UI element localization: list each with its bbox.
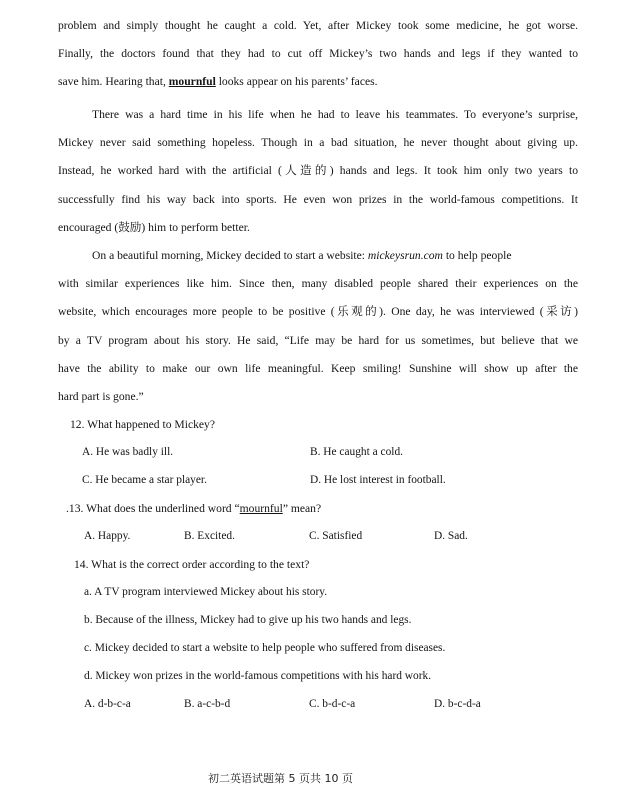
passage-text: looks appear on his parents’ faces. <box>215 75 378 89</box>
question-13-stem <box>66 502 321 515</box>
q13-option-c: C. Satisfied <box>309 530 363 542</box>
passage-line: successfully find his way back into sports. He even won prizes in the world-famous competitions. It <box>58 192 578 206</box>
passage-line: by a TV program about his story. He said, “Life may be hard for us sometimes, but believe that we <box>58 333 578 347</box>
passage-line: Instead, he worked hard with the artificial (人造的) hands and legs. It took him only two years to <box>58 164 578 178</box>
passage-text: On a beautiful morning, Mickey decided to start a website: <box>92 249 368 262</box>
question-text: .13. What does the underlined word “ <box>66 502 240 515</box>
q12-option-b: B. He caught a cold. <box>310 446 403 458</box>
passage-line: Finally, the doctors found that they had to cut off Mickey’s two hands and legs if they wanted to <box>58 47 578 61</box>
q14-event-d: d. Mickey won prizes in the world-famous competitions with his hard work. <box>84 670 432 682</box>
q13-option-b: B. Excited. <box>184 530 235 542</box>
q14-event-a: a. A TV program interviewed Mickey about his story. <box>84 586 328 598</box>
passage-text: save him. Hearing that, <box>58 75 169 89</box>
passage-paragraph-2 <box>58 101 578 242</box>
passage-line: problem and simply thought he caught a cold. Yet, after Mickey took some medicine, he got worse. <box>58 19 578 32</box>
passage-line: Mickey never said something hopeless. Though in a bad situation, he never thought about giving up. <box>58 136 578 150</box>
question-12-stem: 12. What happened to Mickey? <box>70 418 215 431</box>
q12-option-a: A. He was badly ill. <box>82 446 174 458</box>
q13-option-a: A. Happy. <box>84 530 131 542</box>
q12-option-d: D. He lost interest in football. <box>310 474 446 486</box>
q14-option-d: D. b-c-d-a <box>434 698 481 710</box>
passage-line: There was a hard time in his life when he had to leave his teammates. To everyone’s surprise, <box>92 108 578 121</box>
q13-option-d: D. Sad. <box>434 530 468 542</box>
passage-paragraph-1 <box>58 12 578 97</box>
underlined-word: mournful <box>239 502 283 515</box>
website-name: mickeysrun.com <box>367 249 443 262</box>
question-text: ” mean? <box>282 502 322 515</box>
q14-event-c: c. Mickey decided to start a website to help people who suffered from diseases. <box>84 642 446 654</box>
q14-option-a: A. d-b-c-a <box>84 698 131 710</box>
q14-option-b: B. a-c-b-d <box>184 698 231 710</box>
passage-line: have the ability to make our own life meaningful. Keep smiling! Sunshine will show up after the <box>58 361 578 375</box>
q12-option-c: C. He became a star player. <box>82 474 207 486</box>
q14-event-b: b. Because of the illness, Mickey had to give up his two hands and legs. <box>84 614 412 626</box>
passage-line: website, which encourages more people to be positive (乐观的). One day, he was interviewed (采访) <box>58 305 578 319</box>
question-14-stem: 14. What is the correct order according to the text? <box>74 558 310 571</box>
passage-line: with similar experiences like him. Since then, many disabled people shared their experiences on the <box>58 277 578 291</box>
passage-line: encouraged (鼓励) him to perform better. <box>58 220 250 234</box>
passage-text: to help people <box>442 249 512 262</box>
passage-line <box>58 68 578 96</box>
page-number-text: 初二英语试题第 5 页共 10 页 <box>208 772 353 785</box>
q14-option-c: C. b-d-c-a <box>309 698 356 710</box>
passage-line: hard part is gone.” <box>58 390 144 404</box>
passage-line <box>58 242 578 270</box>
underlined-word-mournful: mournful <box>168 75 216 89</box>
passage-paragraph-3 <box>58 242 578 411</box>
page-footer <box>0 770 621 786</box>
